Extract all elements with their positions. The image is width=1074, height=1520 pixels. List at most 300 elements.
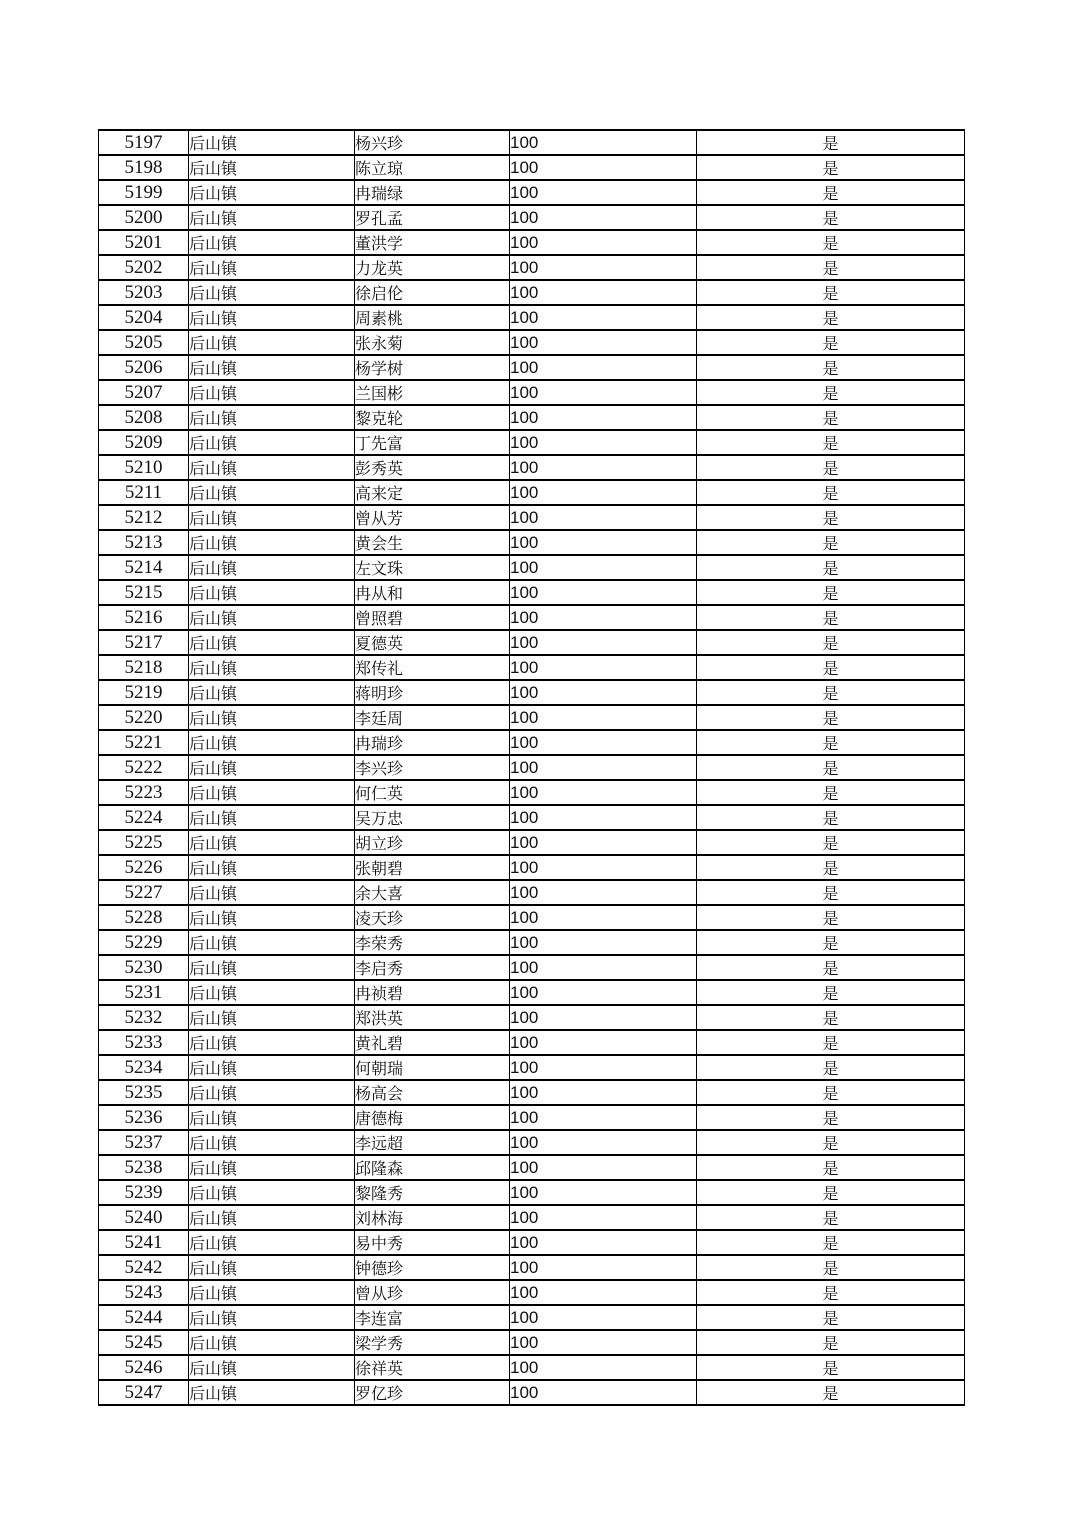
score-cell: 100 — [510, 1080, 697, 1105]
person-name-cell: 蒋明珍 — [355, 680, 510, 705]
serial-number-cell: 5206 — [99, 355, 189, 380]
confirmed-cell: 是 — [697, 305, 965, 330]
person-name-cell: 徐祥英 — [355, 1355, 510, 1380]
serial-number-cell: 5223 — [99, 780, 189, 805]
serial-number-cell: 5222 — [99, 755, 189, 780]
serial-number-cell: 5219 — [99, 680, 189, 705]
person-name-cell: 罗亿珍 — [355, 1380, 510, 1405]
person-name-cell: 吴万忠 — [355, 805, 510, 830]
score-cell: 100 — [510, 405, 697, 430]
serial-number-cell: 5245 — [99, 1330, 189, 1355]
score-cell: 100 — [510, 355, 697, 380]
person-name-cell: 罗孔孟 — [355, 205, 510, 230]
confirmed-cell: 是 — [697, 905, 965, 930]
table-row — [99, 405, 965, 430]
serial-number-cell: 5197 — [99, 130, 189, 155]
score-cell: 100 — [510, 1180, 697, 1205]
town-cell: 后山镇 — [189, 305, 355, 330]
score-cell: 100 — [510, 555, 697, 580]
person-name-cell: 杨学树 — [355, 355, 510, 380]
person-name-cell: 梁学秀 — [355, 1330, 510, 1355]
score-cell: 100 — [510, 1105, 697, 1130]
confirmed-cell: 是 — [697, 330, 965, 355]
confirmed-cell: 是 — [697, 780, 965, 805]
town-cell: 后山镇 — [189, 630, 355, 655]
table-row — [99, 505, 965, 530]
table-row — [99, 205, 965, 230]
confirmed-cell: 是 — [697, 705, 965, 730]
table-row — [99, 1030, 965, 1055]
town-cell: 后山镇 — [189, 680, 355, 705]
table-row — [99, 1205, 965, 1230]
confirmed-cell: 是 — [697, 505, 965, 530]
person-name-cell: 曾照碧 — [355, 605, 510, 630]
score-cell: 100 — [510, 255, 697, 280]
serial-number-cell: 5203 — [99, 280, 189, 305]
confirmed-cell: 是 — [697, 755, 965, 780]
town-cell: 后山镇 — [189, 180, 355, 205]
person-name-cell: 李兴珍 — [355, 755, 510, 780]
table-row — [99, 1105, 965, 1130]
confirmed-cell: 是 — [697, 880, 965, 905]
table-row — [99, 230, 965, 255]
confirmed-cell: 是 — [697, 980, 965, 1005]
table-row — [99, 705, 965, 730]
confirmed-cell: 是 — [697, 130, 965, 155]
score-cell: 100 — [510, 905, 697, 930]
score-cell: 100 — [510, 230, 697, 255]
score-cell: 100 — [510, 305, 697, 330]
confirmed-cell: 是 — [697, 1355, 965, 1380]
serial-number-cell: 5207 — [99, 380, 189, 405]
score-cell: 100 — [510, 655, 697, 680]
confirmed-cell: 是 — [697, 455, 965, 480]
person-name-cell: 邱隆森 — [355, 1155, 510, 1180]
serial-number-cell: 5228 — [99, 905, 189, 930]
serial-number-cell: 5199 — [99, 180, 189, 205]
person-name-cell: 凌天珍 — [355, 905, 510, 930]
score-cell: 100 — [510, 430, 697, 455]
table-row — [99, 1180, 965, 1205]
person-name-cell: 易中秀 — [355, 1230, 510, 1255]
score-cell: 100 — [510, 455, 697, 480]
confirmed-cell: 是 — [697, 680, 965, 705]
score-cell: 100 — [510, 280, 697, 305]
score-cell: 100 — [510, 755, 697, 780]
town-cell: 后山镇 — [189, 280, 355, 305]
score-cell: 100 — [510, 1280, 697, 1305]
town-cell: 后山镇 — [189, 855, 355, 880]
confirmed-cell: 是 — [697, 1205, 965, 1230]
person-name-cell: 高来定 — [355, 480, 510, 505]
table-row — [99, 780, 965, 805]
serial-number-cell: 5214 — [99, 555, 189, 580]
serial-number-cell: 5210 — [99, 455, 189, 480]
town-cell: 后山镇 — [189, 530, 355, 555]
table-row — [99, 1305, 965, 1330]
town-cell: 后山镇 — [189, 1230, 355, 1255]
person-name-cell: 何朝瑞 — [355, 1055, 510, 1080]
table-row — [99, 530, 965, 555]
serial-number-cell: 5205 — [99, 330, 189, 355]
town-cell: 后山镇 — [189, 805, 355, 830]
serial-number-cell: 5234 — [99, 1055, 189, 1080]
town-cell: 后山镇 — [189, 1255, 355, 1280]
table-row — [99, 155, 965, 180]
person-name-cell: 何仁英 — [355, 780, 510, 805]
person-name-cell: 刘林海 — [355, 1205, 510, 1230]
person-name-cell: 力龙英 — [355, 255, 510, 280]
confirmed-cell: 是 — [697, 605, 965, 630]
confirmed-cell: 是 — [697, 555, 965, 580]
table-row — [99, 655, 965, 680]
confirmed-cell: 是 — [697, 1055, 965, 1080]
town-cell: 后山镇 — [189, 1030, 355, 1055]
table-row — [99, 605, 965, 630]
table-row — [99, 1380, 965, 1405]
person-name-cell: 陈立琼 — [355, 155, 510, 180]
town-cell: 后山镇 — [189, 430, 355, 455]
confirmed-cell: 是 — [697, 380, 965, 405]
score-cell: 100 — [510, 380, 697, 405]
table-row — [99, 1280, 965, 1305]
table-row — [99, 1155, 965, 1180]
table-row — [99, 805, 965, 830]
town-cell: 后山镇 — [189, 655, 355, 680]
table-row — [99, 980, 965, 1005]
score-cell: 100 — [510, 780, 697, 805]
serial-number-cell: 5236 — [99, 1105, 189, 1130]
table-row — [99, 880, 965, 905]
serial-number-cell: 5231 — [99, 980, 189, 1005]
town-cell: 后山镇 — [189, 1055, 355, 1080]
town-cell: 后山镇 — [189, 755, 355, 780]
table-row — [99, 1355, 965, 1380]
serial-number-cell: 5244 — [99, 1305, 189, 1330]
score-cell: 100 — [510, 1355, 697, 1380]
town-cell: 后山镇 — [189, 605, 355, 630]
score-cell: 100 — [510, 1130, 697, 1155]
town-cell: 后山镇 — [189, 905, 355, 930]
serial-number-cell: 5216 — [99, 605, 189, 630]
town-cell: 后山镇 — [189, 1180, 355, 1205]
town-cell: 后山镇 — [189, 1305, 355, 1330]
town-cell: 后山镇 — [189, 980, 355, 1005]
serial-number-cell: 5209 — [99, 430, 189, 455]
person-name-cell: 曾从珍 — [355, 1280, 510, 1305]
serial-number-cell: 5230 — [99, 955, 189, 980]
score-cell: 100 — [510, 1305, 697, 1330]
person-name-cell: 张永菊 — [355, 330, 510, 355]
confirmed-cell: 是 — [697, 430, 965, 455]
table-row — [99, 755, 965, 780]
town-cell: 后山镇 — [189, 880, 355, 905]
table-row — [99, 680, 965, 705]
town-cell: 后山镇 — [189, 830, 355, 855]
person-name-cell: 曾从芳 — [355, 505, 510, 530]
town-cell: 后山镇 — [189, 155, 355, 180]
table-row — [99, 1080, 965, 1105]
person-name-cell: 李荣秀 — [355, 930, 510, 955]
confirmed-cell: 是 — [697, 580, 965, 605]
person-name-cell: 黎克轮 — [355, 405, 510, 430]
confirmed-cell: 是 — [697, 1380, 965, 1405]
serial-number-cell: 5240 — [99, 1205, 189, 1230]
serial-number-cell: 5247 — [99, 1380, 189, 1405]
table-row — [99, 580, 965, 605]
person-name-cell: 郑洪英 — [355, 1005, 510, 1030]
confirmed-cell: 是 — [697, 805, 965, 830]
town-cell: 后山镇 — [189, 930, 355, 955]
town-cell: 后山镇 — [189, 1205, 355, 1230]
serial-number-cell: 5233 — [99, 1030, 189, 1055]
town-cell: 后山镇 — [189, 705, 355, 730]
town-cell: 后山镇 — [189, 405, 355, 430]
serial-number-cell: 5218 — [99, 655, 189, 680]
town-cell: 后山镇 — [189, 1105, 355, 1130]
confirmed-cell: 是 — [697, 280, 965, 305]
table-row — [99, 930, 965, 955]
serial-number-cell: 5200 — [99, 205, 189, 230]
town-cell: 后山镇 — [189, 355, 355, 380]
table-row — [99, 1255, 965, 1280]
confirmed-cell: 是 — [697, 655, 965, 680]
score-cell: 100 — [510, 805, 697, 830]
confirmed-cell: 是 — [697, 480, 965, 505]
table-row — [99, 305, 965, 330]
town-cell: 后山镇 — [189, 1130, 355, 1155]
table-row — [99, 955, 965, 980]
person-name-cell: 钟德珍 — [355, 1255, 510, 1280]
person-name-cell: 郑传礼 — [355, 655, 510, 680]
table-row — [99, 1005, 965, 1030]
table-row — [99, 355, 965, 380]
score-cell: 100 — [510, 130, 697, 155]
serial-number-cell: 5246 — [99, 1355, 189, 1380]
person-name-cell: 杨兴珍 — [355, 130, 510, 155]
table-row — [99, 180, 965, 205]
confirmed-cell: 是 — [697, 180, 965, 205]
confirmed-cell: 是 — [697, 1330, 965, 1355]
serial-number-cell: 5242 — [99, 1255, 189, 1280]
town-cell: 后山镇 — [189, 1155, 355, 1180]
confirmed-cell: 是 — [697, 205, 965, 230]
serial-number-cell: 5211 — [99, 480, 189, 505]
serial-number-cell: 5229 — [99, 930, 189, 955]
person-name-cell: 李廷周 — [355, 705, 510, 730]
person-name-cell: 杨高会 — [355, 1080, 510, 1105]
town-cell: 后山镇 — [189, 1355, 355, 1380]
town-cell: 后山镇 — [189, 230, 355, 255]
table-row — [99, 730, 965, 755]
table-row — [99, 480, 965, 505]
score-cell: 100 — [510, 830, 697, 855]
score-cell: 100 — [510, 180, 697, 205]
serial-number-cell: 5235 — [99, 1080, 189, 1105]
town-cell: 后山镇 — [189, 480, 355, 505]
confirmed-cell: 是 — [697, 730, 965, 755]
confirmed-cell: 是 — [697, 1130, 965, 1155]
town-cell: 后山镇 — [189, 780, 355, 805]
town-cell: 后山镇 — [189, 555, 355, 580]
confirmed-cell: 是 — [697, 630, 965, 655]
score-cell: 100 — [510, 680, 697, 705]
score-cell: 100 — [510, 530, 697, 555]
town-cell: 后山镇 — [189, 1330, 355, 1355]
score-cell: 100 — [510, 1330, 697, 1355]
score-cell: 100 — [510, 880, 697, 905]
person-name-cell: 黎隆秀 — [355, 1180, 510, 1205]
score-cell: 100 — [510, 1030, 697, 1055]
person-name-cell: 李连富 — [355, 1305, 510, 1330]
table-row — [99, 905, 965, 930]
town-cell: 后山镇 — [189, 1005, 355, 1030]
table-row — [99, 455, 965, 480]
table-row — [99, 1330, 965, 1355]
serial-number-cell: 5221 — [99, 730, 189, 755]
confirmed-cell: 是 — [697, 405, 965, 430]
serial-number-cell: 5237 — [99, 1130, 189, 1155]
confirmed-cell: 是 — [697, 855, 965, 880]
town-cell: 后山镇 — [189, 505, 355, 530]
score-cell: 100 — [510, 1230, 697, 1255]
person-name-cell: 张朝碧 — [355, 855, 510, 880]
table-row — [99, 855, 965, 880]
table-row — [99, 430, 965, 455]
town-cell: 后山镇 — [189, 380, 355, 405]
person-name-cell: 董洪学 — [355, 230, 510, 255]
serial-number-cell: 5198 — [99, 155, 189, 180]
confirmed-cell: 是 — [697, 955, 965, 980]
person-name-cell: 夏德英 — [355, 630, 510, 655]
serial-number-cell: 5201 — [99, 230, 189, 255]
confirmed-cell: 是 — [697, 1230, 965, 1255]
table-row — [99, 255, 965, 280]
town-cell: 后山镇 — [189, 1280, 355, 1305]
serial-number-cell: 5217 — [99, 630, 189, 655]
person-name-cell: 徐启伦 — [355, 280, 510, 305]
confirmed-cell: 是 — [697, 1005, 965, 1030]
confirmed-cell: 是 — [697, 1155, 965, 1180]
person-name-cell: 冉瑞珍 — [355, 730, 510, 755]
serial-number-cell: 5202 — [99, 255, 189, 280]
town-cell: 后山镇 — [189, 255, 355, 280]
confirmed-cell: 是 — [697, 1080, 965, 1105]
person-name-cell: 唐德梅 — [355, 1105, 510, 1130]
score-cell: 100 — [510, 155, 697, 180]
serial-number-cell: 5232 — [99, 1005, 189, 1030]
score-cell: 100 — [510, 1155, 697, 1180]
person-name-cell: 冉从和 — [355, 580, 510, 605]
table-row — [99, 555, 965, 580]
score-cell: 100 — [510, 705, 697, 730]
serial-number-cell: 5241 — [99, 1230, 189, 1255]
score-cell: 100 — [510, 630, 697, 655]
person-name-cell: 周素桃 — [355, 305, 510, 330]
table-row — [99, 280, 965, 305]
town-cell: 后山镇 — [189, 455, 355, 480]
person-name-cell: 胡立珍 — [355, 830, 510, 855]
confirmed-cell: 是 — [697, 530, 965, 555]
table-row — [99, 1230, 965, 1255]
table-row — [99, 830, 965, 855]
person-name-cell: 余大喜 — [355, 880, 510, 905]
score-cell: 100 — [510, 580, 697, 605]
table-row — [99, 1130, 965, 1155]
town-cell: 后山镇 — [189, 955, 355, 980]
score-cell: 100 — [510, 955, 697, 980]
score-cell: 100 — [510, 480, 697, 505]
person-name-cell: 左文珠 — [355, 555, 510, 580]
town-cell: 后山镇 — [189, 330, 355, 355]
score-table — [98, 129, 965, 1406]
person-name-cell: 李远超 — [355, 1130, 510, 1155]
score-cell: 100 — [510, 205, 697, 230]
town-cell: 后山镇 — [189, 1080, 355, 1105]
score-cell: 100 — [510, 1380, 697, 1405]
score-cell: 100 — [510, 505, 697, 530]
town-cell: 后山镇 — [189, 580, 355, 605]
serial-number-cell: 5208 — [99, 405, 189, 430]
town-cell: 后山镇 — [189, 130, 355, 155]
person-name-cell: 黄会生 — [355, 530, 510, 555]
table-row — [99, 630, 965, 655]
score-cell: 100 — [510, 1205, 697, 1230]
town-cell: 后山镇 — [189, 1380, 355, 1405]
person-name-cell: 兰国彬 — [355, 380, 510, 405]
person-name-cell: 冉祯碧 — [355, 980, 510, 1005]
confirmed-cell: 是 — [697, 155, 965, 180]
score-cell: 100 — [510, 930, 697, 955]
person-name-cell: 李启秀 — [355, 955, 510, 980]
town-cell: 后山镇 — [189, 730, 355, 755]
serial-number-cell: 5204 — [99, 305, 189, 330]
person-name-cell: 彭秀英 — [355, 455, 510, 480]
serial-number-cell: 5225 — [99, 830, 189, 855]
table-row — [99, 1055, 965, 1080]
confirmed-cell: 是 — [697, 830, 965, 855]
score-cell: 100 — [510, 1055, 697, 1080]
serial-number-cell: 5227 — [99, 880, 189, 905]
serial-number-cell: 5239 — [99, 1180, 189, 1205]
serial-number-cell: 5224 — [99, 805, 189, 830]
confirmed-cell: 是 — [697, 1030, 965, 1055]
serial-number-cell: 5215 — [99, 580, 189, 605]
confirmed-cell: 是 — [697, 1305, 965, 1330]
confirmed-cell: 是 — [697, 355, 965, 380]
serial-number-cell: 5220 — [99, 705, 189, 730]
serial-number-cell: 5243 — [99, 1280, 189, 1305]
serial-number-cell: 5212 — [99, 505, 189, 530]
table-row — [99, 130, 965, 155]
person-name-cell: 冉瑞绿 — [355, 180, 510, 205]
confirmed-cell: 是 — [697, 230, 965, 255]
score-cell: 100 — [510, 1255, 697, 1280]
table-row — [99, 380, 965, 405]
town-cell: 后山镇 — [189, 205, 355, 230]
serial-number-cell: 5213 — [99, 530, 189, 555]
score-cell: 100 — [510, 330, 697, 355]
confirmed-cell: 是 — [697, 1105, 965, 1130]
confirmed-cell: 是 — [697, 1255, 965, 1280]
serial-number-cell: 5238 — [99, 1155, 189, 1180]
confirmed-cell: 是 — [697, 1180, 965, 1205]
confirmed-cell: 是 — [697, 255, 965, 280]
person-name-cell: 丁先富 — [355, 430, 510, 455]
confirmed-cell: 是 — [697, 930, 965, 955]
confirmed-cell: 是 — [697, 1280, 965, 1305]
person-name-cell: 黄礼碧 — [355, 1030, 510, 1055]
